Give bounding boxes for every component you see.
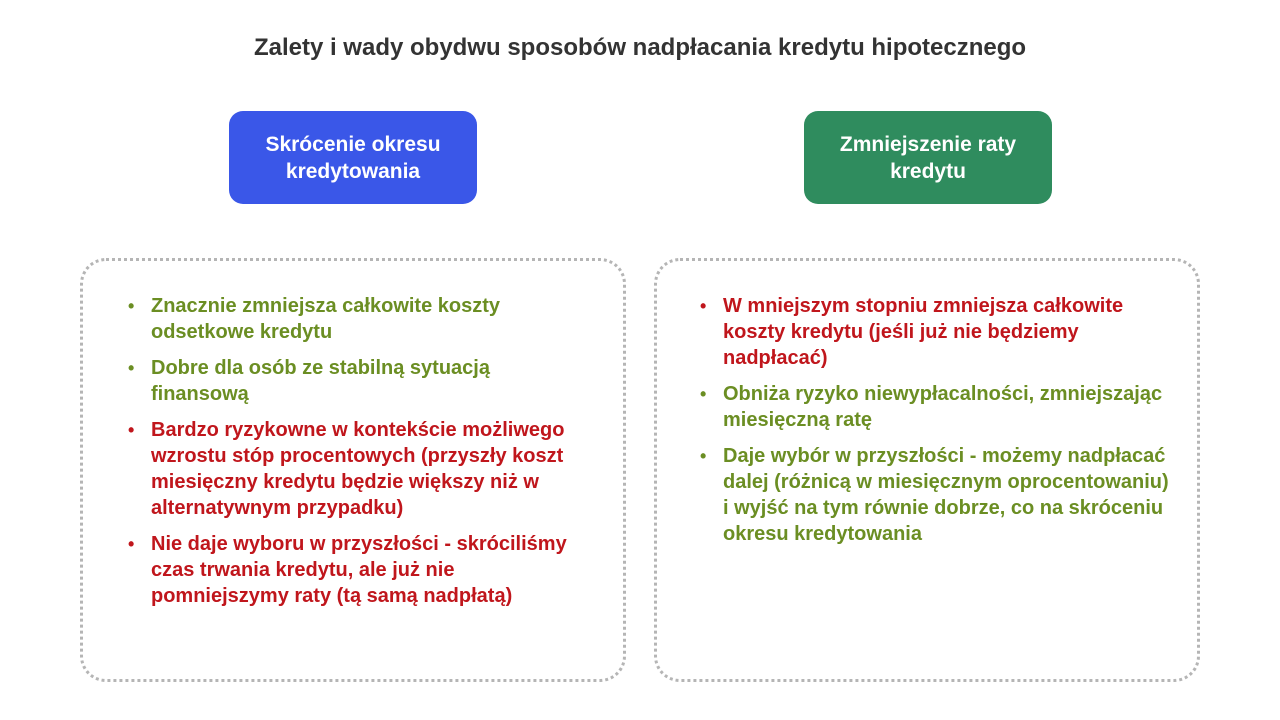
left-list-item (127, 355, 587, 407)
right-header-label: Zmniejszenie raty kredytu (839, 132, 1017, 183)
right-item-text: W mniejszym stopniu zmniejsza całkowite koszty kredytu (jeśli już nie będziemy nadpłacać) (723, 295, 1124, 369)
right-list-item (699, 381, 1169, 433)
right-item-text: Obniża ryzyko niewypłacalności, zmniejszając miesięczną ratę (723, 383, 1163, 431)
left-item-text: Nie daje wyboru w przyszłości - skróciliśmy czas trwania kredytu, ale już nie pomniejszymy raty (tą samą nadpłatą) (151, 533, 567, 607)
left-item-text: Dobre dla osób ze stabilną sytuacją finansową (151, 357, 490, 405)
right-header-box (804, 111, 1052, 204)
bullet-icon: • (700, 446, 707, 466)
left-list (127, 293, 587, 619)
left-list-item (127, 531, 587, 609)
bullet-icon: • (700, 296, 707, 316)
diagram-title: Zalety i wady obydwu sposobów nadpłacania kredytu hipotecznego (253, 34, 1027, 61)
bullet-icon: • (128, 296, 135, 316)
right-list-item (699, 443, 1169, 547)
left-header-label: Skrócenie okresu kredytowania (265, 132, 441, 183)
bullet-icon: • (128, 420, 135, 440)
right-list-item (699, 293, 1169, 371)
left-list-item (127, 293, 587, 345)
bullet-icon: • (700, 384, 707, 404)
left-item-text: Znacznie zmniejsza całkowite koszty odsetkowe kredytu (151, 295, 501, 343)
bullet-icon: • (128, 358, 135, 378)
left-list-item (127, 417, 587, 521)
left-header-box (229, 111, 477, 204)
right-item-text: Daje wybór w przyszłości - możemy nadpłacać dalej (różnicą w miesięcznym oprocentowaniu) i wyjść na tym równie dobrze, co na skróceniu okresu kredytowania (723, 445, 1169, 545)
right-panel (654, 258, 1200, 682)
left-item-text: Bardzo ryzykowne w kontekście możliwego wzrostu stóp procentowych (przyszły koszt miesięczny kredytu będzie większy niż w alternatywnym przypadku) (151, 419, 565, 519)
left-panel (80, 258, 626, 682)
bullet-icon: • (128, 534, 135, 554)
right-list (699, 293, 1169, 557)
